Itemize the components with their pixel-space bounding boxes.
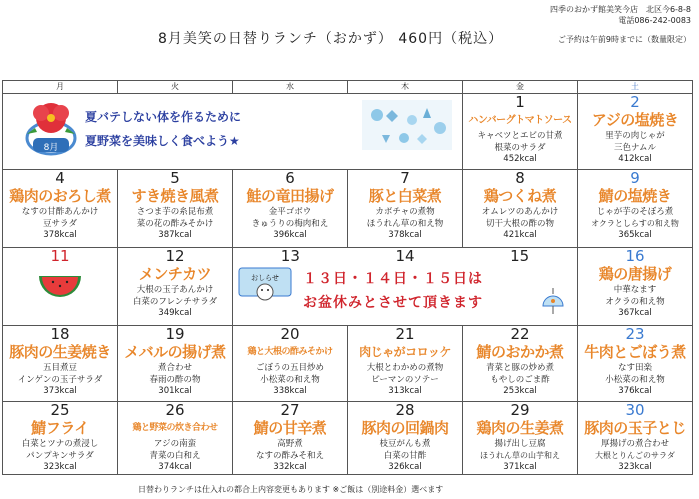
day-cell-8 [463,170,578,248]
seashell-illustration [362,100,452,150]
side-dish-2: 三色ナムル [613,143,657,153]
calorie-count: 371kcal [503,462,537,472]
main-dish: メバルの揚げ煮 [124,343,226,361]
side-dish-1: キャベツとエビの甘煮 [477,131,563,141]
main-dish: 鶏つくね煮 [483,187,557,205]
day-cell-26 [118,402,233,475]
weekday-fri: 金 [463,81,578,94]
side-dish-2: 菜の花の酢みそかけ [136,219,214,229]
calorie-count: 349kcal [158,308,192,318]
weekday-sat: 土 [578,81,693,94]
side-dish-1: アジの南蛮 [153,439,197,449]
obon-holiday-cell [233,248,578,326]
week-row-3 [3,248,693,326]
side-dish-2: なすの酢みそ和え [255,451,324,461]
weekday-wed: 水 [233,81,348,94]
main-dish: 鶏と野菜の炊き合わせ [132,423,218,433]
calorie-count: 387kcal [158,230,192,240]
side-dish-1: 厚揚げの煮合わせ [600,439,669,449]
main-dish: 豚と白菜煮 [368,187,442,205]
date-number: 27 [280,401,300,419]
hibiscus-icon [21,98,81,160]
calorie-count: 374kcal [158,462,192,472]
calorie-count: 326kcal [388,462,422,472]
date-number: 2 [630,93,640,111]
calorie-count: 301kcal [158,386,192,396]
calorie-count: 253kcal [503,386,537,396]
watermelon-icon [35,268,85,308]
calorie-count: 338kcal [273,386,307,396]
side-dish-1: 大根の玉子あんかけ [136,285,214,295]
side-dish-1: カボチャの煮物 [375,207,435,217]
side-dish-1: ごぼうの五目炒め [255,363,324,373]
week-row-2 [3,170,693,248]
side-dish-2: オクラの和え物 [605,297,665,307]
main-dish: ハンバーグトマトソース [468,115,572,126]
holiday-notice-line-2: お盆休みとさせて頂きます [303,295,483,311]
day-cell-21 [348,326,463,402]
main-dish: 鶏肉のおろし煮 [9,187,111,205]
date-number: 1 [515,93,525,111]
day-cell-20 [233,326,348,402]
day-cell-5 [118,170,233,248]
day-cell-27 [233,402,348,475]
date-number: 11 [50,247,70,265]
side-dish-1: 金平ゴボウ [268,207,312,217]
side-dish-1: なすの甘酢あんかけ [21,207,99,217]
side-dish-2: 小松菜の和え物 [260,375,320,385]
day-cell-9 [578,170,693,248]
banner-line-2: 夏野菜を美味しく食べよう★ [85,134,240,148]
calorie-count: 367kcal [618,308,652,318]
date-number: 6 [285,169,295,187]
date-number: 19 [165,325,185,343]
shop-phone: 電話086-242-0083 [618,16,691,25]
day-cell-30 [578,402,693,475]
main-dish: 豚肉の回鍋肉 [361,419,449,437]
date-number: 9 [630,169,640,187]
date-number: 28 [395,401,415,419]
main-dish: 鶏肉の生姜煮 [476,419,564,437]
side-dish-2: きゅうりの梅肉和え [251,219,329,229]
calorie-count: 365kcal [618,230,652,240]
main-dish: 肉じゃがコロッケ [359,345,451,359]
week-row-1 [3,94,693,170]
side-dish-2: 大根とりんごのサラダ [595,451,675,460]
reservation-note: ご予約は午前9時までに（数量限定） [557,35,691,44]
wind-chime-icon [539,288,567,316]
calorie-count: 378kcal [43,230,77,240]
side-dish-2: 豆サラダ [43,219,77,229]
day-cell-28 [348,402,463,475]
main-dish: 牛肉とごぼう煮 [584,343,686,361]
calorie-count: 373kcal [43,386,77,396]
day-cell-19 [118,326,233,402]
day-cell-6 [233,170,348,248]
day-cell-18 [3,326,118,402]
calorie-count: 323kcal [618,462,652,472]
side-dish-1: さつま芋の糸昆布煮 [136,207,214,217]
main-dish: 豚肉の玉子とじ [584,419,686,437]
side-dish-2: 切干大根の酢の物 [485,219,554,229]
side-dish-2: 白菜のフレンチサラダ [132,297,218,307]
side-dish-2: もやしのごま酢 [490,375,550,385]
calorie-count: 412kcal [618,154,652,164]
side-dish-1: 中華なます [613,285,657,295]
day-cell-4 [3,170,118,248]
main-dish: 鯖の甘辛煮 [253,419,327,437]
page-title: 8月美笑の日替りランチ（おかず） 460円（税込） [158,31,504,47]
side-dish-2: オクラとしらすの和え物 [591,219,679,228]
side-dish-2: 春雨の酢の物 [149,375,201,385]
side-dish-1: じゃが芋のそぼろ煮 [596,207,674,217]
side-dish-2: パンプキンサラダ [26,451,94,461]
side-dish-1: なす田楽 [617,363,652,373]
date-number: 4 [55,169,65,187]
main-dish: すき焼き風煮 [131,187,219,205]
date-number: 16 [625,247,645,265]
date-number-14: 14 [395,247,415,265]
main-dish: メンチカツ [138,265,212,283]
footer-note: 日替わりランチは仕入れの都合上内容変更もあります ※ご飯は（別途料金）選べます [138,485,444,494]
date-number: 8 [515,169,525,187]
date-number: 26 [165,401,185,419]
day-cell-25 [3,402,118,475]
notice-sign-text: おしらせ [251,274,279,282]
calorie-count: 421kcal [503,230,537,240]
weekday-header-row [3,81,693,94]
side-dish-1: 五目煮豆 [42,363,77,373]
weekday-tue: 火 [118,81,233,94]
calorie-count: 378kcal [388,230,422,240]
day-cell-11 [3,248,118,326]
date-number: 21 [395,325,415,343]
main-dish: 鶏の唐揚げ [598,265,672,283]
week-row-5 [3,402,693,475]
weekday-thu: 木 [348,81,463,94]
main-dish: 鯖フライ [31,419,89,437]
side-dish-1: オムレツのあんかけ [481,207,559,217]
shop-info [550,4,691,26]
main-dish: 鶏と大根の酢みそかけ [247,347,333,357]
side-dish-2: ほうれん草の山芋和え [480,451,560,460]
date-number: 29 [510,401,530,419]
banner-line-1: 夏バテしない体を作るために [85,110,242,124]
main-dish: 鮭の竜田揚げ [246,187,334,205]
side-dish-1: 白菜とツナの煮浸し [21,439,99,449]
side-dish-1: 煮合わせ [157,363,192,373]
banner-cell [3,94,463,170]
calorie-count: 376kcal [618,386,652,396]
notice-sign-illustration [237,266,293,306]
main-dish: 鯖のおかか煮 [476,343,564,361]
date-number: 5 [170,169,180,187]
calorie-count: 332kcal [273,462,307,472]
date-number: 22 [510,325,530,343]
calorie-count: 323kcal [43,462,77,472]
week-row-4 [3,326,693,402]
side-dish-1: 枝豆がんも煮 [379,439,431,449]
day-cell-22 [463,326,578,402]
side-dish-2: ピーマンのソテー [371,375,439,385]
date-number-15: 15 [510,247,530,265]
side-dish-1: 大根とわかめの煮物 [366,363,444,373]
shop-address: 四季のおかず館美笑今店 北区今6-8-8 [549,5,691,14]
day-cell-29 [463,402,578,475]
calorie-count: 313kcal [388,386,422,396]
date-number: 18 [50,325,70,343]
date-number: 20 [280,325,300,343]
date-number-13: 13 [280,247,300,265]
day-cell-12 [118,248,233,326]
weekday-mon: 月 [3,81,118,94]
day-cell-2 [578,94,693,170]
date-number: 12 [165,247,185,265]
side-dish-1: 揚げ出し豆腐 [494,439,546,449]
day-cell-23 [578,326,693,402]
side-dish-2: 青菜の白和え [149,451,201,461]
main-dish: アジの塩焼き [591,111,679,129]
main-dish: 豚肉の生姜焼き [9,343,111,361]
side-dish-2: 根菜のサラダ [494,143,546,153]
side-dish-1: 高野煮 [277,439,303,449]
side-dish-1: 里芋の肉じゃが [605,131,665,141]
date-number: 23 [625,325,645,343]
main-dish: 鯖の塩焼き [598,187,672,205]
holiday-notice-line-1: １３日・１４日・１５日は [303,271,483,287]
side-dish-2: 小松菜の和え物 [605,375,665,385]
lunch-calendar [2,80,693,475]
side-dish-1: 青菜と豚の炒め煮 [485,363,554,373]
side-dish-2: 白菜の甘酢 [383,451,427,461]
date-number: 25 [50,401,70,419]
date-number: 30 [625,401,645,419]
month-badge: 8月 [43,143,59,153]
side-dish-2: ほうれん草の和え物 [366,219,444,229]
calorie-count: 452kcal [503,154,537,164]
day-cell-7 [348,170,463,248]
side-dish-2: インゲンの玉子サラダ [17,375,103,385]
date-number: 7 [400,169,410,187]
day-cell-16 [578,248,693,326]
day-cell-1 [463,94,578,170]
calorie-count: 396kcal [273,230,307,240]
